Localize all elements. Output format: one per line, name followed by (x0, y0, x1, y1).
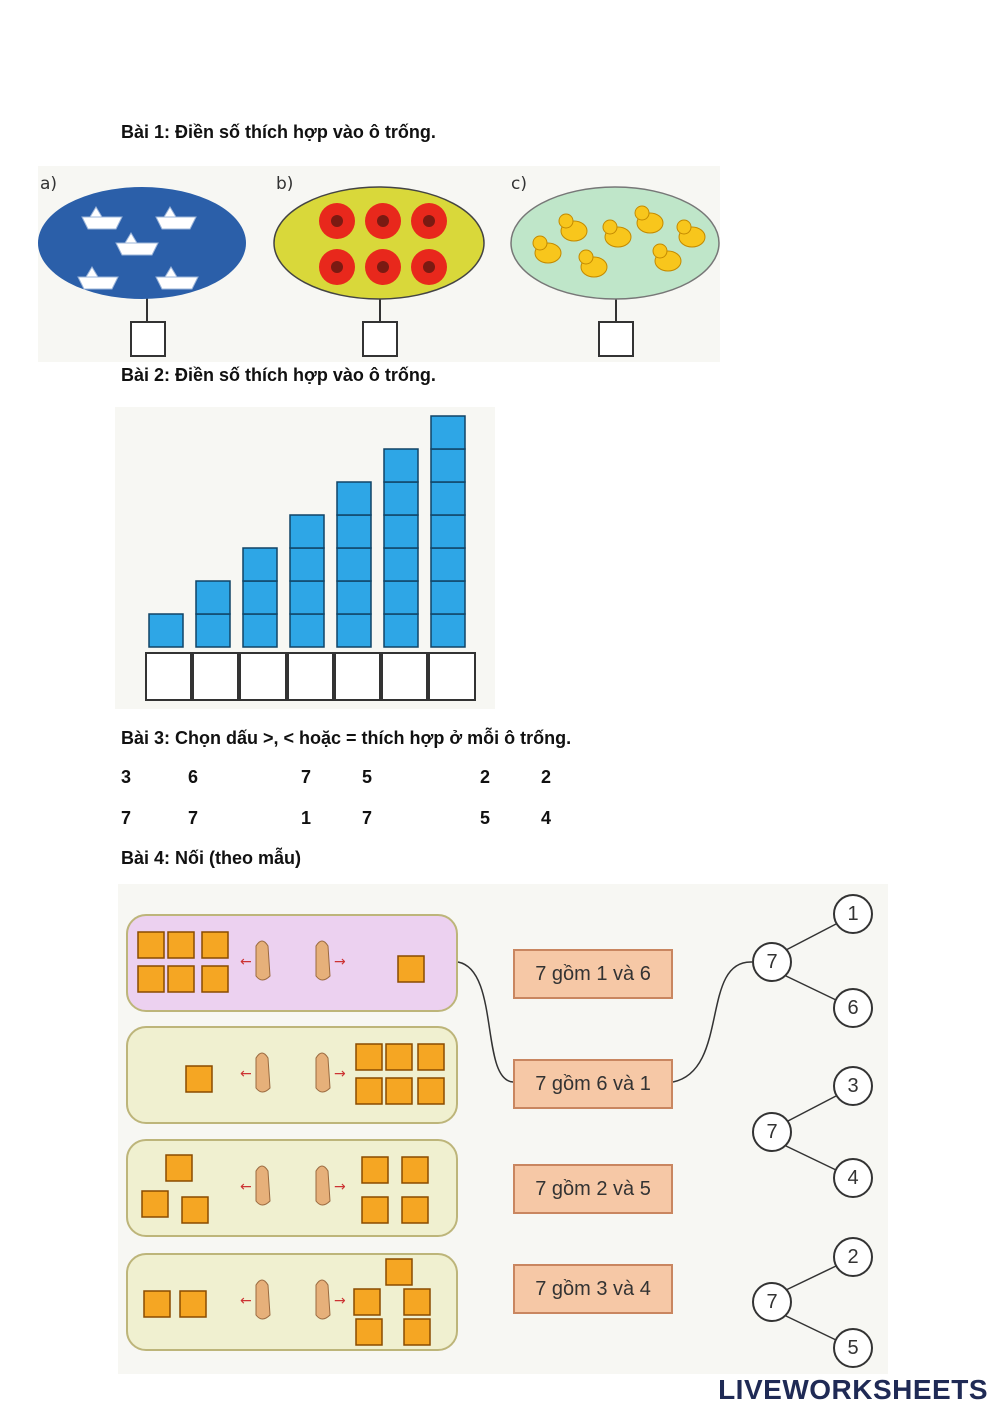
decomposition-tag[interactable]: 7 gồm 6 và 1 (513, 1059, 673, 1109)
compare-left: 7 (301, 767, 312, 787)
compare-right: 6 (188, 767, 199, 787)
compare-right: 4 (541, 808, 552, 828)
tree-leaf-circle: 4 (833, 1158, 873, 1198)
tree-root-circle[interactable]: 7 (752, 1282, 792, 1322)
sample-connection (458, 962, 513, 1082)
compare-left: 5 (480, 808, 491, 828)
decomposition-tag[interactable]: 7 gồm 1 và 6 (513, 949, 673, 999)
tree-root-circle[interactable]: 7 (752, 1112, 792, 1152)
svg-text:→: → (334, 954, 346, 970)
group-b-label: b) (276, 174, 294, 194)
decomposition-tag[interactable]: 7 gồm 2 và 5 (513, 1164, 673, 1214)
svg-text:←: ← (240, 1179, 252, 1195)
svg-text:→: → (334, 1293, 346, 1309)
svg-text:←: ← (240, 1293, 252, 1309)
compare-left: 7 (121, 808, 132, 828)
tree-root-circle[interactable]: 7 (752, 942, 792, 982)
svg-text:→: → (334, 1179, 346, 1195)
compare-right: 7 (362, 808, 373, 828)
compare-right: 5 (362, 767, 373, 787)
svg-text:→: → (334, 1066, 346, 1082)
svg-text:←: ← (240, 954, 252, 970)
compare-left: 3 (121, 767, 132, 787)
sample-connection (673, 962, 752, 1082)
exercise-2-title: Bài 2: Điền số thích hợp vào ô trống. (121, 365, 436, 385)
brand-name: LIVEWORKSHEETS (718, 1374, 988, 1405)
tree-leaf-circle: 2 (833, 1237, 873, 1277)
tree-leaf-circle: 5 (833, 1328, 873, 1368)
group-a-label: a) (40, 174, 58, 194)
tree-leaf-circle: 1 (833, 894, 873, 934)
tree-leaf-circle: 6 (833, 988, 873, 1028)
compare-right: 7 (188, 808, 199, 828)
decomposition-tag[interactable]: 7 gồm 3 và 4 (513, 1264, 673, 1314)
tree-leaf-circle: 3 (833, 1066, 873, 1106)
group-c-label: c) (511, 174, 527, 194)
compare-left: 1 (301, 808, 312, 828)
exercise-4-title: Bài 4: Nối (theo mẫu) (121, 848, 302, 868)
brand-logo (718, 1374, 988, 1406)
exercise-3-title: Bài 3: Chọn dấu >, < hoặc = thích hợp ở mỗi ô trống. (121, 728, 572, 748)
svg-text:←: ← (240, 1066, 252, 1082)
compare-right: 2 (541, 767, 552, 787)
compare-left: 2 (480, 767, 491, 787)
exercise-1-title: Bài 1: Điền số thích hợp vào ô trống. (121, 122, 436, 142)
